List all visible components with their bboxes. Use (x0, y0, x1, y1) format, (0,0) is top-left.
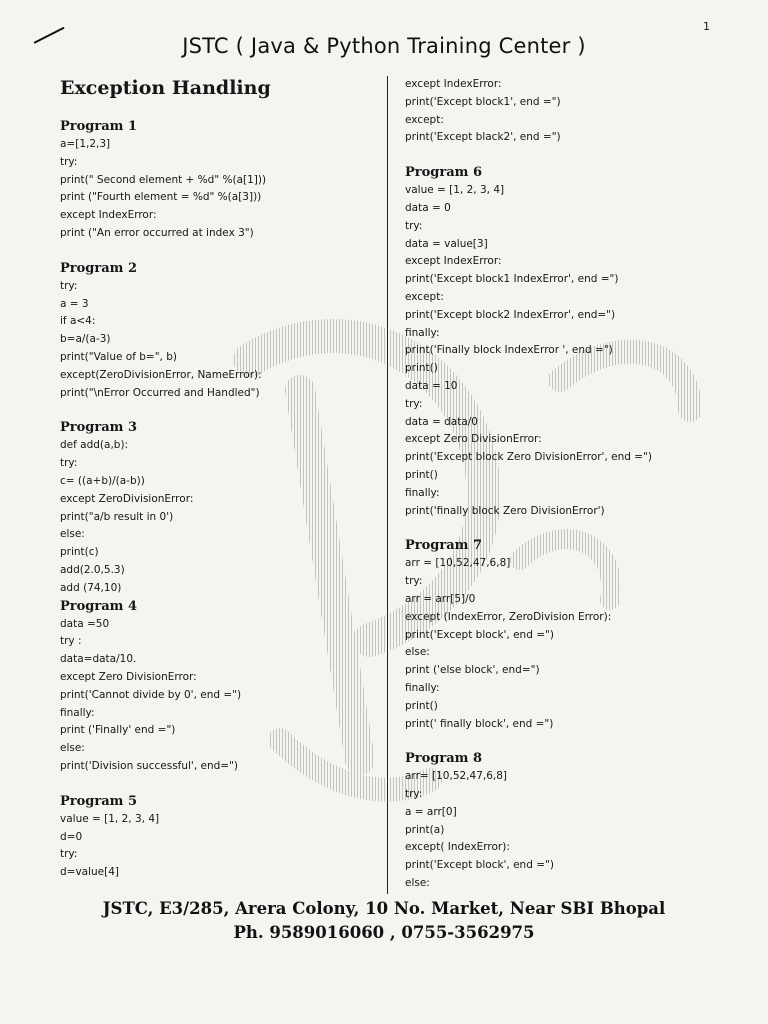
code-line: a = 3 (60, 297, 89, 310)
code-line: b=a/(a-3) (60, 333, 111, 346)
code-line: print(' finally block', end =") (405, 717, 554, 730)
code-line: print ('else block', end=") (405, 664, 540, 677)
program-title: Program 1 (60, 119, 137, 134)
program-title: Program 7 (405, 538, 482, 554)
code-line: a=[1,2,3] (60, 138, 111, 150)
code-line: d=value[4] (60, 866, 120, 879)
code-line: print('Cannot divide by 0', end =") (60, 688, 242, 701)
program-5 (60, 793, 380, 882)
code-line: arr = [10,52,47,6,8] (405, 557, 511, 570)
code-line: print() (405, 362, 438, 375)
right-column (405, 76, 745, 893)
program-5-continued (405, 76, 745, 147)
code-line: print("\nError Occurred and Handled") (60, 386, 260, 399)
code-line: print(c) (60, 546, 99, 559)
code-line: arr= [10,52,47,6,8] (405, 770, 508, 783)
code-line: try: (60, 279, 78, 292)
code-line: add (74,10) (60, 581, 122, 594)
code-line: else: (60, 528, 85, 541)
code-line: a = arr[0] (405, 805, 457, 818)
code-line: if a<4: (60, 315, 96, 328)
program-title: Program 6 (405, 165, 482, 181)
code-line: print ('Finally' end =") (60, 724, 176, 737)
code-line: arr = arr[5]/0 (405, 592, 476, 605)
code-line: print("Value of b=", b) (60, 350, 177, 363)
code-line: except Zero DivisionError: (405, 433, 542, 446)
code-line: finally: (405, 486, 440, 499)
code-line: data = data/0 (405, 415, 478, 428)
code-line: print('finally block Zero DivisionError') (405, 504, 605, 517)
code-line: add(2.0,5.3) (60, 563, 125, 576)
section-heading: Exception Handling (60, 77, 271, 99)
code-line: print('Finally block IndexError ', end =") (405, 344, 613, 357)
page-number: 1 (703, 20, 710, 33)
code-line: print('Except block', end =") (405, 628, 554, 641)
code-line: try: (60, 457, 78, 470)
code-line: def add(a,b): (60, 439, 129, 452)
program-8 (405, 750, 745, 893)
code-line: try : (60, 635, 82, 648)
code-line: except: (405, 290, 444, 303)
code-line: data = value[3] (405, 237, 488, 250)
code-line: except IndexError: (405, 255, 502, 268)
code-line: print('Except block2 IndexError', end=") (405, 308, 616, 321)
footer (0, 897, 768, 945)
code-line: data = 0 (405, 201, 451, 214)
code-line: except( IndexError): (405, 841, 510, 854)
program-title: Program 3 (60, 420, 137, 436)
code-line: except Zero DivisionError: (60, 670, 197, 683)
code-line: except: (405, 113, 444, 126)
code-line: value = [1, 2, 3, 4] (405, 184, 505, 197)
code-line: try: (405, 788, 423, 801)
program-title: Program 8 (405, 751, 482, 767)
program-title: Program 2 (60, 260, 137, 276)
code-line: finally: (405, 326, 440, 339)
code-line: try: (405, 575, 423, 588)
code-line: print() (405, 468, 438, 481)
code-line: print('Division successful', end=") (60, 759, 238, 772)
code-line: print('Except block', end =") (405, 859, 554, 872)
program-title: Program 5 (60, 793, 137, 809)
code-line: print(a) (405, 823, 445, 836)
code-line: data=data/10. (60, 653, 137, 666)
code-line: except IndexError: (60, 209, 157, 222)
code-line: else: (405, 877, 430, 890)
code-line: d=0 (60, 830, 83, 843)
code-line: print ("Fourth element = %d" %(a[3])) (60, 191, 262, 204)
header-title: JSTC ( Java & Python Training Center ) (182, 34, 586, 58)
program-3 (60, 419, 380, 597)
column-divider (387, 76, 388, 894)
code-line: data = 10 (405, 379, 458, 392)
code-line: print(" Second element + %d" %(a[1])) (60, 173, 267, 186)
code-line: except ZeroDivisionError: (60, 492, 194, 505)
code-line: print ("An error occurred at index 3") (60, 226, 254, 239)
code-line: else: (60, 742, 85, 755)
program-4 (60, 598, 380, 776)
program-1 (60, 118, 380, 243)
code-line: print('Except block1 IndexError', end =") (405, 273, 619, 286)
code-line: finally: (405, 681, 440, 694)
code-line: finally: (60, 706, 95, 719)
program-title: Program 4 (60, 598, 137, 614)
code-line: print('Except block1', end =") (405, 95, 561, 108)
code-line: try: (405, 219, 423, 232)
code-line: value = [1, 2, 3, 4] (60, 812, 160, 825)
code-line: c= ((a+b)/(a-b)) (60, 474, 145, 487)
left-column (60, 76, 380, 882)
code-line: print("a/b result in 0') (60, 510, 174, 523)
program-6 (405, 164, 745, 520)
code-line: print('Except black2', end =") (405, 131, 561, 144)
code-line: try: (405, 397, 423, 410)
code-line: data =50 (60, 617, 110, 630)
code-line: print() (405, 699, 438, 712)
program-7 (405, 537, 745, 733)
footer-phone: Ph. 9589016060 , 0755-3562975 (233, 923, 535, 942)
code-line: except(ZeroDivisionError, NameError): (60, 368, 262, 381)
code-line: except (IndexError, ZeroDivision Error): (405, 610, 612, 623)
code-line: try: (60, 848, 78, 861)
code-line: else: (405, 646, 430, 659)
code-line: except IndexError: (405, 78, 502, 90)
footer-address: JSTC, E3/285, Arera Colony, 10 No. Market, Near SBI Bhopal (102, 899, 666, 918)
program-2 (60, 260, 380, 403)
code-line: print('Except block Zero DivisionError', end =") (405, 451, 652, 464)
code-line: try: (60, 155, 78, 168)
